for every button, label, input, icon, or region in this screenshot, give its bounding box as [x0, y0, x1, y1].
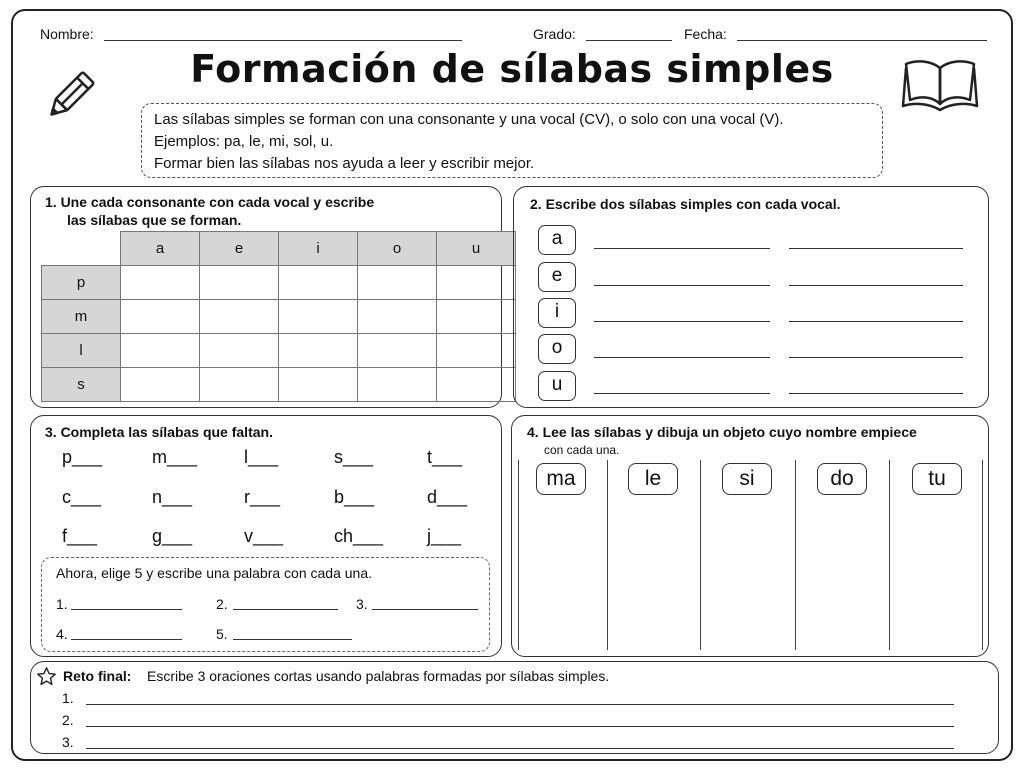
syllable-blank[interactable]: n___ [152, 487, 193, 507]
vowel-box: o [538, 334, 576, 364]
drawing-column-divider [889, 460, 890, 650]
syllable-box: do [817, 463, 867, 495]
drawing-column-divider [982, 460, 983, 650]
vowel-box: a [538, 225, 576, 255]
word-line[interactable] [233, 639, 352, 640]
syllable-box: tu [912, 463, 962, 495]
name-line[interactable] [104, 40, 462, 41]
word-line[interactable] [71, 609, 182, 610]
table-header: i [279, 232, 358, 266]
drawing-column-divider [518, 460, 519, 650]
write-line[interactable] [789, 357, 963, 358]
table-cell[interactable] [121, 266, 200, 300]
sentence-number: 3. [62, 734, 74, 750]
date-label: Fecha: [684, 26, 727, 42]
table-cell[interactable] [437, 368, 516, 402]
word-line[interactable] [233, 609, 338, 610]
drawing-column-divider [795, 460, 796, 650]
table-cell[interactable] [279, 300, 358, 334]
table-cell[interactable] [437, 266, 516, 300]
table-cell[interactable] [437, 334, 516, 368]
vowel-box: u [538, 371, 576, 401]
sentence-number: 1. [62, 690, 74, 706]
syllable-box: si [722, 463, 772, 495]
row-header: p [42, 266, 121, 300]
write-line[interactable] [594, 248, 770, 249]
table-cell[interactable] [437, 300, 516, 334]
section-3-title: 3. Completa las sílabas que faltan. [45, 424, 273, 440]
table-cell[interactable] [279, 334, 358, 368]
syllable-blank[interactable]: j___ [427, 526, 462, 546]
sentence-line[interactable] [86, 704, 954, 705]
word-number: 4. [56, 626, 68, 642]
word-line[interactable] [372, 609, 478, 610]
table-cell[interactable] [200, 368, 279, 402]
table-cell[interactable] [279, 368, 358, 402]
word-number: 1. [56, 596, 68, 612]
table-cell[interactable] [121, 300, 200, 334]
section-2-panel [513, 186, 989, 408]
page-title: Formación de sílabas simples [190, 47, 834, 91]
table-cell[interactable] [200, 334, 279, 368]
table-cell[interactable] [200, 300, 279, 334]
table-cell[interactable] [121, 368, 200, 402]
syllable-blank[interactable]: d___ [427, 487, 468, 507]
syllable-blank[interactable]: v___ [244, 526, 284, 546]
table-cell[interactable] [279, 266, 358, 300]
intro-line-3: Formar bien las sílabas nos ayuda a leer y escribir mejor. [154, 155, 535, 172]
name-label: Nombre: [40, 26, 94, 42]
syllable-blank[interactable]: s___ [334, 447, 374, 467]
table-header: u [437, 232, 516, 266]
syllable-blank[interactable]: f___ [62, 526, 98, 546]
write-line[interactable] [789, 248, 963, 249]
pencil-icon [40, 66, 100, 126]
syllable-box: ma [536, 463, 586, 495]
syllable-blank[interactable]: ch___ [334, 526, 384, 546]
syllable-blank[interactable]: b___ [334, 487, 375, 507]
write-line[interactable] [789, 393, 963, 394]
table-header: e [200, 232, 279, 266]
syllable-box: le [628, 463, 678, 495]
drawing-column-divider [607, 460, 608, 650]
row-header: m [42, 300, 121, 334]
word-number: 2. [216, 596, 228, 612]
table-header: o [358, 232, 437, 266]
final-label: Reto final: [63, 668, 132, 684]
final-instruction: Escribe 3 oraciones cortas usando palabras formadas por sílabas simples. [147, 668, 610, 684]
syllable-blank[interactable]: r___ [244, 487, 281, 507]
write-line[interactable] [594, 357, 770, 358]
sentence-line[interactable] [86, 748, 954, 749]
sentence-line[interactable] [86, 726, 954, 727]
syllable-table [41, 231, 516, 402]
table-cell[interactable] [358, 368, 437, 402]
table-cell[interactable] [358, 300, 437, 334]
word-number: 5. [216, 626, 228, 642]
row-header: s [42, 368, 121, 402]
table-cell[interactable] [358, 266, 437, 300]
date-line[interactable] [737, 40, 987, 41]
syllable-blank[interactable]: p___ [62, 447, 103, 467]
word-number: 3. [356, 596, 368, 612]
write-line[interactable] [594, 321, 770, 322]
row-header: l [42, 334, 121, 368]
star-icon [36, 666, 57, 687]
intro-box [141, 103, 883, 178]
table-cell[interactable] [200, 266, 279, 300]
table-header: a [121, 232, 200, 266]
table-cell[interactable] [121, 334, 200, 368]
grade-line[interactable] [586, 40, 672, 41]
sentence-number: 2. [62, 712, 74, 728]
book-icon [900, 56, 980, 112]
grade-label: Grado: [533, 26, 576, 42]
syllable-blank[interactable]: c___ [62, 487, 102, 507]
write-line[interactable] [594, 285, 770, 286]
syllable-blank[interactable]: t___ [427, 447, 463, 467]
write-line[interactable] [789, 321, 963, 322]
intro-line-2: Ejemplos: pa, le, mi, sol, u. [154, 133, 334, 150]
section-2-title: 2. Escribe dos sílabas simples con cada vocal. [530, 196, 841, 212]
drawing-column-divider [700, 460, 701, 650]
intro-line-1: Las sílabas simples se forman con una consonante y una vocal (CV), o solo con una vocal (V). [154, 111, 784, 128]
write-line[interactable] [594, 393, 770, 394]
section-4-title: 4. Lee las sílabas y dibuja un objeto cuyo nombre empiece con cada una. [527, 424, 917, 457]
table-corner [42, 232, 121, 266]
section-1-title: 1. Une cada consonante con cada vocal y escribe las sílabas que se forman. [45, 194, 375, 228]
table-cell[interactable] [358, 334, 437, 368]
vowel-box: i [538, 298, 576, 328]
syllable-blank[interactable]: g___ [152, 526, 193, 546]
sub-instruction: Ahora, elige 5 y escribe una palabra con cada una. [56, 565, 372, 581]
write-line[interactable] [789, 285, 963, 286]
vowel-box: e [538, 262, 576, 292]
word-line[interactable] [71, 639, 182, 640]
syllable-blank[interactable]: m___ [152, 447, 198, 467]
syllable-blank[interactable]: l___ [244, 447, 279, 467]
